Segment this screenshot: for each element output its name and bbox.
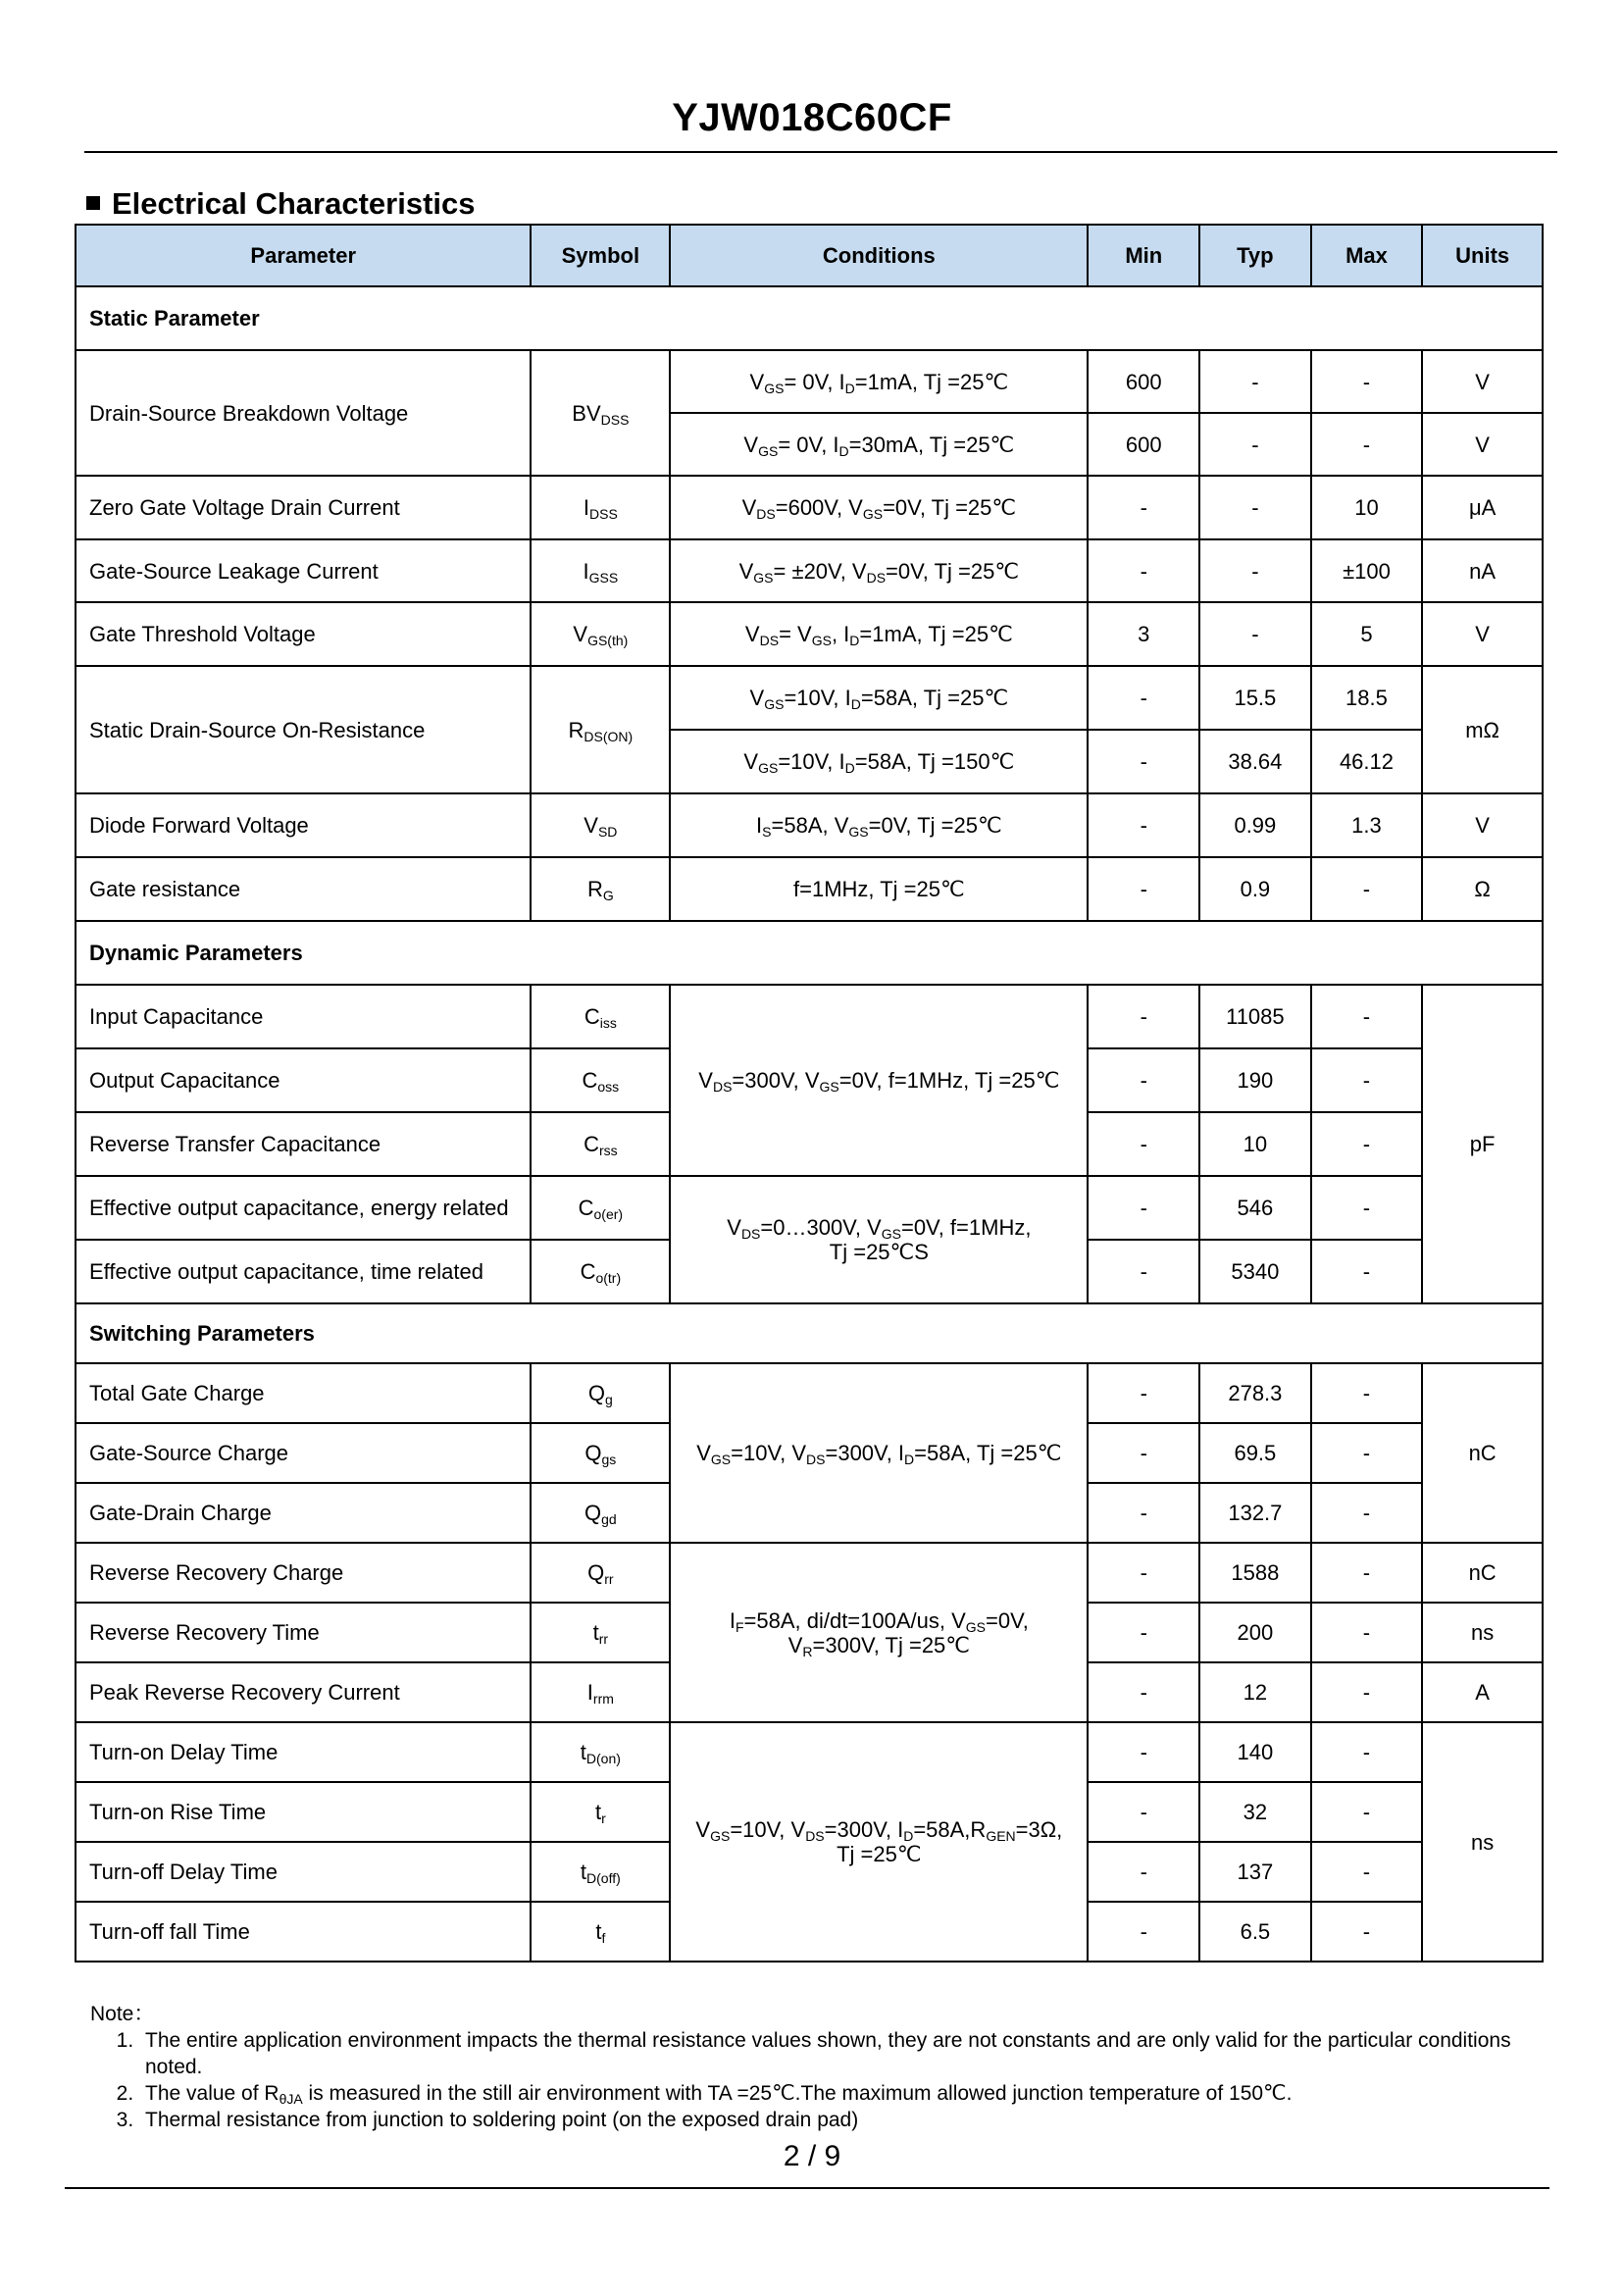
symbol: $C_{o(er)}$ — [531, 1176, 670, 1240]
table-row — [76, 539, 1543, 602]
unit: nC — [1422, 1363, 1543, 1543]
section-title: Electrical Characteristics — [112, 186, 476, 221]
param-name: Gate Threshold Voltage — [76, 602, 531, 666]
symbol: $t_{rr}$ — [531, 1603, 670, 1662]
max-value: - — [1311, 1112, 1423, 1176]
min-value: - — [1088, 666, 1199, 730]
table-header-row — [76, 225, 1543, 286]
unit: Ω — [1422, 857, 1543, 921]
table-row — [76, 476, 1543, 539]
typ-value: - — [1199, 476, 1311, 539]
max-value: 5 — [1311, 602, 1423, 666]
symbol: $Q_{gs}$ — [531, 1423, 670, 1483]
max-value: 46.12 — [1311, 730, 1423, 793]
typ-value: 140 — [1199, 1722, 1311, 1782]
param-name: Drain-Source Breakdown Voltage — [76, 350, 531, 476]
param-name: Gate-Drain Charge — [76, 1483, 531, 1543]
max-value: ±100 — [1311, 539, 1423, 602]
param-name: Peak Reverse Recovery Current — [76, 1662, 531, 1722]
header-units: Units — [1422, 225, 1543, 286]
min-value: - — [1088, 793, 1199, 857]
typ-value: 200 — [1199, 1603, 1311, 1662]
typ-value: 10 — [1199, 1112, 1311, 1176]
table-row — [76, 1176, 1543, 1240]
typ-value: 1588 — [1199, 1543, 1311, 1603]
max-value: - — [1311, 413, 1423, 476]
max-value: - — [1311, 1543, 1423, 1603]
symbol: $C_{iss}$ — [531, 985, 670, 1048]
unit: nC — [1422, 1543, 1543, 1603]
symbol: $Q_{rr}$ — [531, 1543, 670, 1603]
min-value: - — [1088, 1048, 1199, 1112]
header-typ: Typ — [1199, 225, 1311, 286]
max-value: - — [1311, 857, 1423, 921]
max-value: - — [1311, 1240, 1423, 1303]
typ-value: 546 — [1199, 1176, 1311, 1240]
min-value: - — [1088, 1543, 1199, 1603]
condition: $I_F=58A$, di/dt=100A/us, $V_{GS}=0V$, $V_R=300V$, Tj =25℃ — [670, 1543, 1088, 1722]
typ-value: 190 — [1199, 1048, 1311, 1112]
typ-value: 0.9 — [1199, 857, 1311, 921]
min-value: - — [1088, 1363, 1199, 1423]
table-row — [76, 1363, 1543, 1423]
document-title: YJW018C60CF — [672, 96, 952, 139]
symbol: $t_f$ — [531, 1902, 670, 1962]
header-rule — [84, 151, 1557, 153]
symbol: $I_{rrm}$ — [531, 1662, 670, 1722]
condition: $V_{DS}=300V$, $V_{GS}=0V$, f=1MHz, Tj =25℃ — [670, 985, 1088, 1176]
typ-value: 132.7 — [1199, 1483, 1311, 1543]
max-value: - — [1311, 1782, 1423, 1842]
condition: $V_{GS}= 0V$, $I_D=1mA$, Tj =25℃ — [670, 350, 1088, 413]
section-row-static — [76, 286, 1543, 350]
param-name: Static Drain-Source On-Resistance — [76, 666, 531, 793]
param-name: Diode Forward Voltage — [76, 793, 531, 857]
condition: $V_{GS}=10V$, $V_{DS}=300V$, $I_D=58A,R_{GEN}=3\Omega$, Tj =25℃ — [670, 1722, 1088, 1962]
typ-value: 69.5 — [1199, 1423, 1311, 1483]
param-name: Reverse Recovery Charge — [76, 1543, 531, 1603]
condition: $V_{GS}=10V$, $V_{DS}=300V$, $I_D=58A$, Tj =25℃ — [670, 1363, 1088, 1543]
unit: μA — [1422, 476, 1543, 539]
note-item: 2. The value of $R_{\theta JA}$ is measured in the still air environment with TA =25℃.The maximum allowed junction temperature of 150℃. — [139, 2080, 1522, 2107]
page-number: 2 / 9 — [783, 2140, 841, 2172]
param-name: Gate-Source Charge — [76, 1423, 531, 1483]
max-value: 18.5 — [1311, 666, 1423, 730]
unit: V — [1422, 413, 1543, 476]
unit: V — [1422, 350, 1543, 413]
max-value: - — [1311, 1842, 1423, 1902]
min-value: - — [1088, 476, 1199, 539]
typ-value: 5340 — [1199, 1240, 1311, 1303]
max-value: - — [1311, 985, 1423, 1048]
typ-value: - — [1199, 413, 1311, 476]
electrical-characteristics-table — [75, 224, 1544, 1963]
unit: ns — [1422, 1603, 1543, 1662]
symbol: $I_{GSS}$ — [531, 539, 670, 602]
header-min: Min — [1088, 225, 1199, 286]
table-row — [76, 857, 1543, 921]
param-name: Total Gate Charge — [76, 1363, 531, 1423]
max-value: 10 — [1311, 476, 1423, 539]
symbol: $V_{GS(th)}$ — [531, 602, 670, 666]
footer-rule — [65, 2187, 1549, 2189]
param-name: Turn-off Delay Time — [76, 1842, 531, 1902]
param-name: Turn-on Delay Time — [76, 1722, 531, 1782]
symbol: $t_{D(off)}$ — [531, 1842, 670, 1902]
min-value: - — [1088, 985, 1199, 1048]
param-name: Turn-on Rise Time — [76, 1782, 531, 1842]
min-value: - — [1088, 1176, 1199, 1240]
max-value: - — [1311, 1048, 1423, 1112]
max-value: - — [1311, 1722, 1423, 1782]
section-row-dynamic — [76, 921, 1543, 985]
section-label-static: Static Parameter — [76, 286, 1543, 350]
typ-value: - — [1199, 539, 1311, 602]
typ-value: - — [1199, 350, 1311, 413]
param-name: Effective output capacitance, time related — [76, 1240, 531, 1303]
typ-value: 137 — [1199, 1842, 1311, 1902]
unit: mΩ — [1422, 666, 1543, 793]
max-value: - — [1311, 1662, 1423, 1722]
section-label-dynamic: Dynamic Parameters — [76, 921, 1543, 985]
param-name: Reverse Recovery Time — [76, 1603, 531, 1662]
typ-value: 6.5 — [1199, 1902, 1311, 1962]
condition: $V_{GS}= 0V$, $I_D=30mA$, Tj =25℃ — [670, 413, 1088, 476]
symbol: $C_{o(tr)}$ — [531, 1240, 670, 1303]
min-value: - — [1088, 1782, 1199, 1842]
max-value: - — [1311, 1423, 1423, 1483]
note-item: 1. The entire application environment impacts the thermal resistance values shown, they are not constants and are only valid for the particular conditions noted. — [139, 2027, 1522, 2080]
min-value: - — [1088, 730, 1199, 793]
table-row — [76, 1543, 1543, 1603]
symbol: $t_r$ — [531, 1782, 670, 1842]
symbol: $Q_{gd}$ — [531, 1483, 670, 1543]
notes-label: Note： — [90, 2003, 155, 2025]
header-max: Max — [1311, 225, 1423, 286]
min-value: - — [1088, 1603, 1199, 1662]
param-name: Turn-off fall Time — [76, 1902, 531, 1962]
square-bullet-icon — [86, 196, 100, 210]
typ-value: - — [1199, 602, 1311, 666]
typ-value: 11085 — [1199, 985, 1311, 1048]
param-name: Input Capacitance — [76, 985, 531, 1048]
max-value: - — [1311, 1902, 1423, 1962]
table-row — [76, 350, 1543, 413]
header-symbol: Symbol — [531, 225, 670, 286]
typ-value: 12 — [1199, 1662, 1311, 1722]
max-value: - — [1311, 1363, 1423, 1423]
min-value: - — [1088, 1240, 1199, 1303]
max-value: - — [1311, 350, 1423, 413]
param-name: Zero Gate Voltage Drain Current — [76, 476, 531, 539]
section-row-switching — [76, 1303, 1543, 1363]
notes-list — [90, 2027, 1522, 2133]
typ-value: 32 — [1199, 1782, 1311, 1842]
param-name: Output Capacitance — [76, 1048, 531, 1112]
typ-value: 15.5 — [1199, 666, 1311, 730]
symbol: $C_{rss}$ — [531, 1112, 670, 1176]
min-value: 600 — [1088, 413, 1199, 476]
param-name: Gate resistance — [76, 857, 531, 921]
condition: $V_{DS}=600V$, $V_{GS}=0V$, Tj =25℃ — [670, 476, 1088, 539]
max-value: - — [1311, 1483, 1423, 1543]
condition: f=1MHz, Tj =25℃ — [670, 857, 1088, 921]
table-row — [76, 666, 1543, 730]
condition: $V_{GS}=10V$, $I_D=58A$, Tj =25℃ — [670, 666, 1088, 730]
max-value: 1.3 — [1311, 793, 1423, 857]
table-row — [76, 1722, 1543, 1782]
symbol: $Q_g$ — [531, 1363, 670, 1423]
symbol: $t_{D(on)}$ — [531, 1722, 670, 1782]
symbol: $V_{SD}$ — [531, 793, 670, 857]
condition: $V_{DS}= V_{GS}$, $I_D=1mA$, Tj =25℃ — [670, 602, 1088, 666]
typ-value: 0.99 — [1199, 793, 1311, 857]
table-row — [76, 985, 1543, 1048]
symbol: $I_{DSS}$ — [531, 476, 670, 539]
unit: nA — [1422, 539, 1543, 602]
condition: $V_{GS}=10V$, $I_D=58A$, Tj =150℃ — [670, 730, 1088, 793]
unit: V — [1422, 602, 1543, 666]
table-row — [76, 793, 1543, 857]
typ-value: 278.3 — [1199, 1363, 1311, 1423]
table-row — [76, 602, 1543, 666]
unit: ns — [1422, 1722, 1543, 1962]
symbol: $C_{oss}$ — [531, 1048, 670, 1112]
note-item: 3. Thermal resistance from junction to soldering point (on the exposed drain pad) — [139, 2107, 1522, 2133]
min-value: - — [1088, 1483, 1199, 1543]
min-value: - — [1088, 1842, 1199, 1902]
min-value: - — [1088, 1902, 1199, 1962]
section-heading — [86, 186, 476, 222]
max-value: - — [1311, 1176, 1423, 1240]
header-conditions: Conditions — [670, 225, 1088, 286]
max-value: - — [1311, 1603, 1423, 1662]
min-value: - — [1088, 1112, 1199, 1176]
param-name: Gate-Source Leakage Current — [76, 539, 531, 602]
min-value: 600 — [1088, 350, 1199, 413]
symbol: $BV_{DSS}$ — [531, 350, 670, 476]
min-value: - — [1088, 1662, 1199, 1722]
param-name: Effective output capacitance, energy related — [76, 1176, 531, 1240]
condition: $V_{GS}= \pm 20V$, $V_{DS}=0V$, Tj =25℃ — [670, 539, 1088, 602]
min-value: - — [1088, 1722, 1199, 1782]
symbol: $R_G$ — [531, 857, 670, 921]
unit: A — [1422, 1662, 1543, 1722]
unit: V — [1422, 793, 1543, 857]
min-value: - — [1088, 1423, 1199, 1483]
min-value: 3 — [1088, 602, 1199, 666]
unit: pF — [1422, 985, 1543, 1303]
notes — [90, 2001, 1522, 2133]
min-value: - — [1088, 857, 1199, 921]
condition: $V_{DS}=0\dots 300V$, $V_{GS}=0V$, f=1MHz, Tj =25℃S — [670, 1176, 1088, 1303]
header-parameter: Parameter — [76, 225, 531, 286]
condition: $I_S=58A$, $V_{GS}=0V$, Tj =25℃ — [670, 793, 1088, 857]
symbol: $R_{DS(ON)}$ — [531, 666, 670, 793]
param-name: Reverse Transfer Capacitance — [76, 1112, 531, 1176]
typ-value: 38.64 — [1199, 730, 1311, 793]
min-value: - — [1088, 539, 1199, 602]
section-label-switching: Switching Parameters — [76, 1303, 1543, 1363]
